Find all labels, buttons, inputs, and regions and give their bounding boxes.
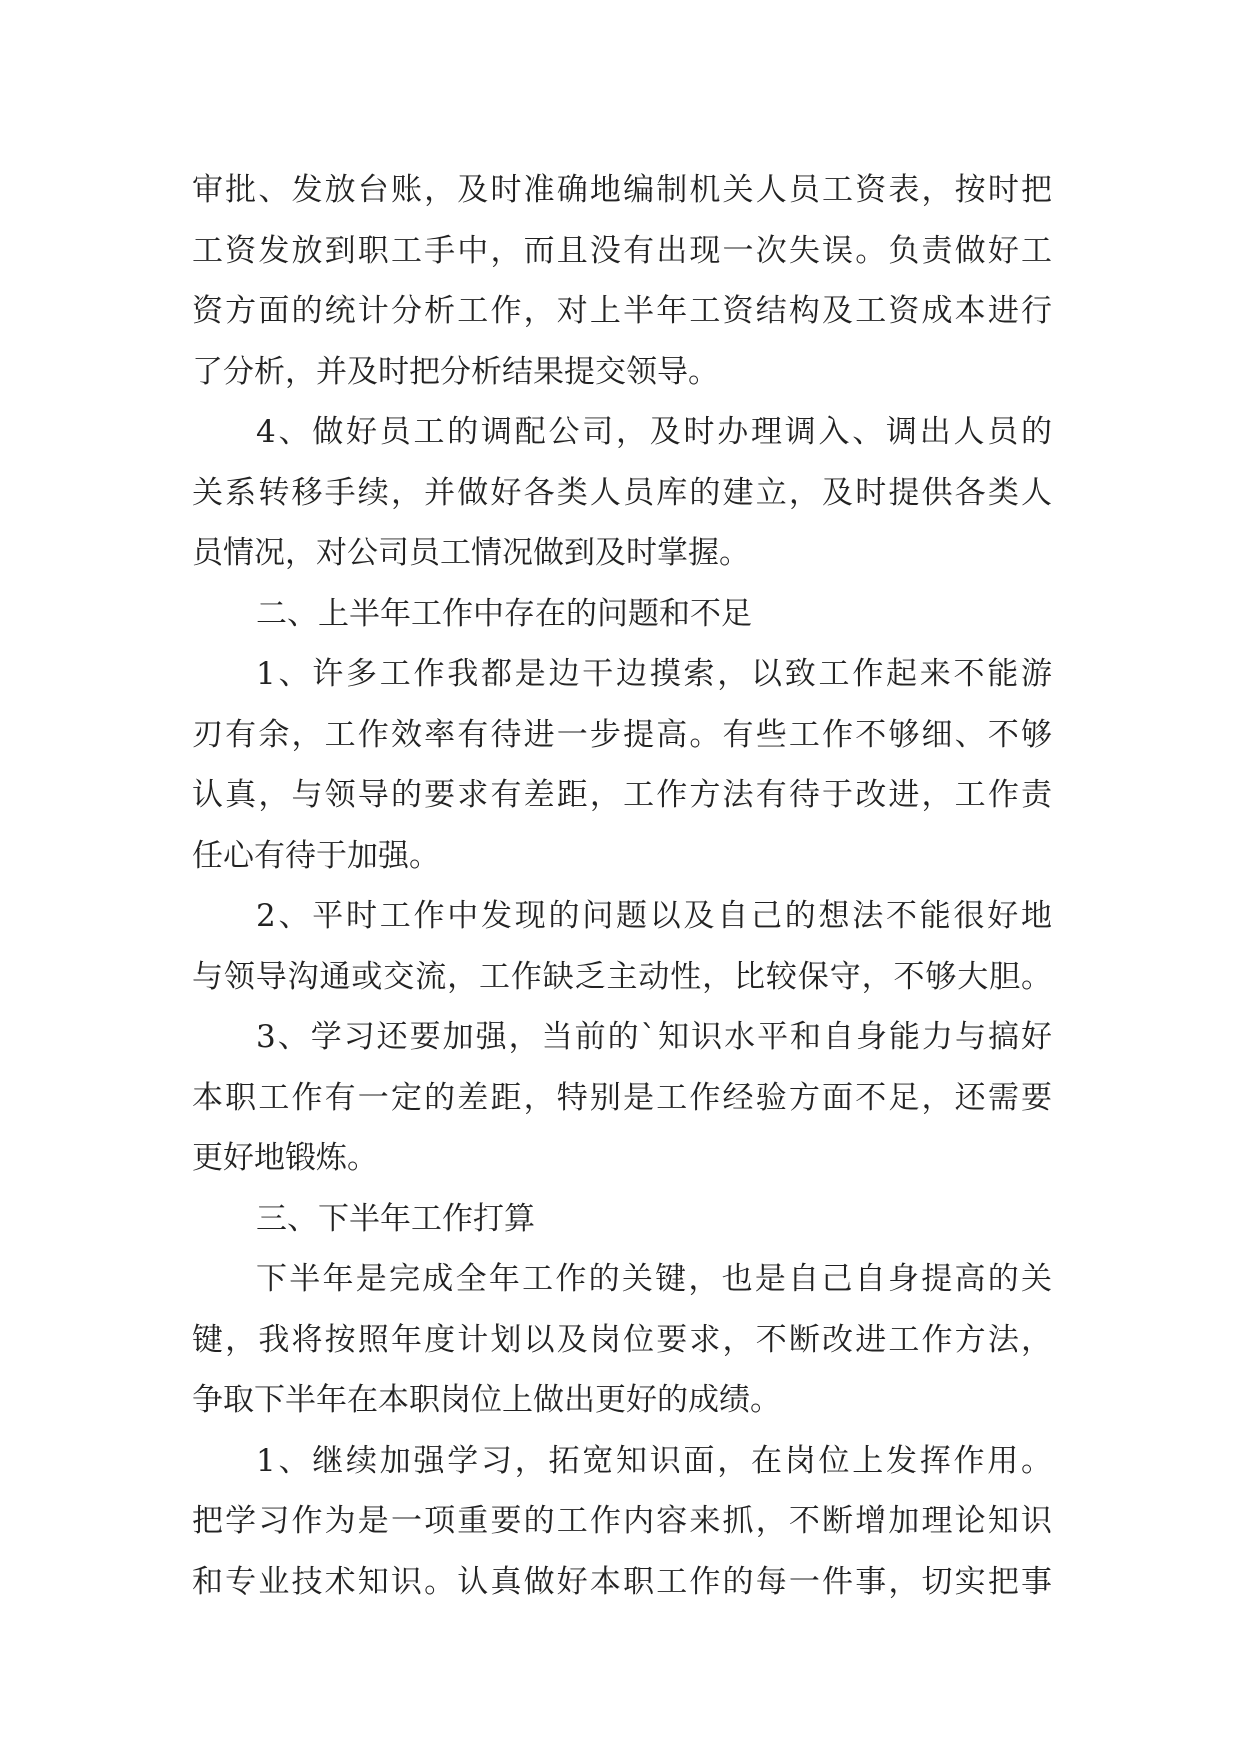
text-line: 1、许多工作我都是边干边摸索，以致工作起来不能游 bbox=[256, 656, 1052, 692]
text-line: 1、继续加强学习，拓宽知识面，在岗位上发挥作用。 bbox=[256, 1442, 1052, 1479]
text-line: 本职工作有一定的差距，特别是工作经验方面不足，还需要 bbox=[192, 1079, 1052, 1116]
text-line: 三、下半年工作打算 bbox=[256, 1200, 535, 1237]
text-line: 3、学习还要加强，当前的`知识水平和自身能力与搞好 bbox=[256, 1019, 1052, 1055]
text-line: 2、平时工作中发现的问题以及自己的想法不能很好地 bbox=[256, 898, 1052, 934]
text-line: 4、做好员工的调配公司，及时办理调入、调出人员的 bbox=[256, 414, 1052, 450]
text-line: 工资发放到职工手中，而且没有出现一次失误。负责做好工 bbox=[192, 232, 1052, 269]
text-line: 把学习作为是一项重要的工作内容来抓，不断增加理论知识 bbox=[192, 1503, 1052, 1539]
text-line: 认真，与领导的要求有差距，工作方法有待于改进，工作责 bbox=[192, 777, 1052, 813]
text-line: 了分析，并及时把分析结果提交领导。 bbox=[192, 353, 719, 390]
document-body bbox=[192, 160, 1052, 1612]
text-line: 任心有待于加强。 bbox=[192, 837, 440, 874]
text-line: 和专业技术知识。认真做好本职工作的每一件事，切实把事 bbox=[192, 1563, 1052, 1600]
text-line: 审批、发放台账，及时准确地编制机关人员工资表，按时把 bbox=[192, 172, 1052, 208]
text-line: 二、上半年工作中存在的问题和不足 bbox=[256, 595, 752, 632]
text-line: 更好地锻炼。 bbox=[192, 1140, 378, 1176]
text-line: 与领导沟通或交流，工作缺乏主动性，比较保守，不够大胆。 bbox=[192, 958, 1052, 995]
text-line: 争取下半年在本职岗位上做出更好的成绩。 bbox=[192, 1382, 781, 1418]
text-line: 关系转移手续，并做好各类人员库的建立，及时提供各类人 bbox=[192, 474, 1052, 511]
text-line: 下半年是完成全年工作的关键，也是自己自身提高的关 bbox=[256, 1261, 1052, 1297]
text-line: 资方面的统计分析工作，对上半年工资结构及工资成本进行 bbox=[192, 293, 1052, 329]
text-line: 员情况，对公司员工情况做到及时掌握。 bbox=[192, 535, 750, 571]
text-line: 刃有余，工作效率有待进一步提高。有些工作不够细、不够 bbox=[192, 716, 1052, 753]
text-line: 键，我将按照年度计划以及岗位要求，不断改进工作方法， bbox=[192, 1321, 1052, 1358]
